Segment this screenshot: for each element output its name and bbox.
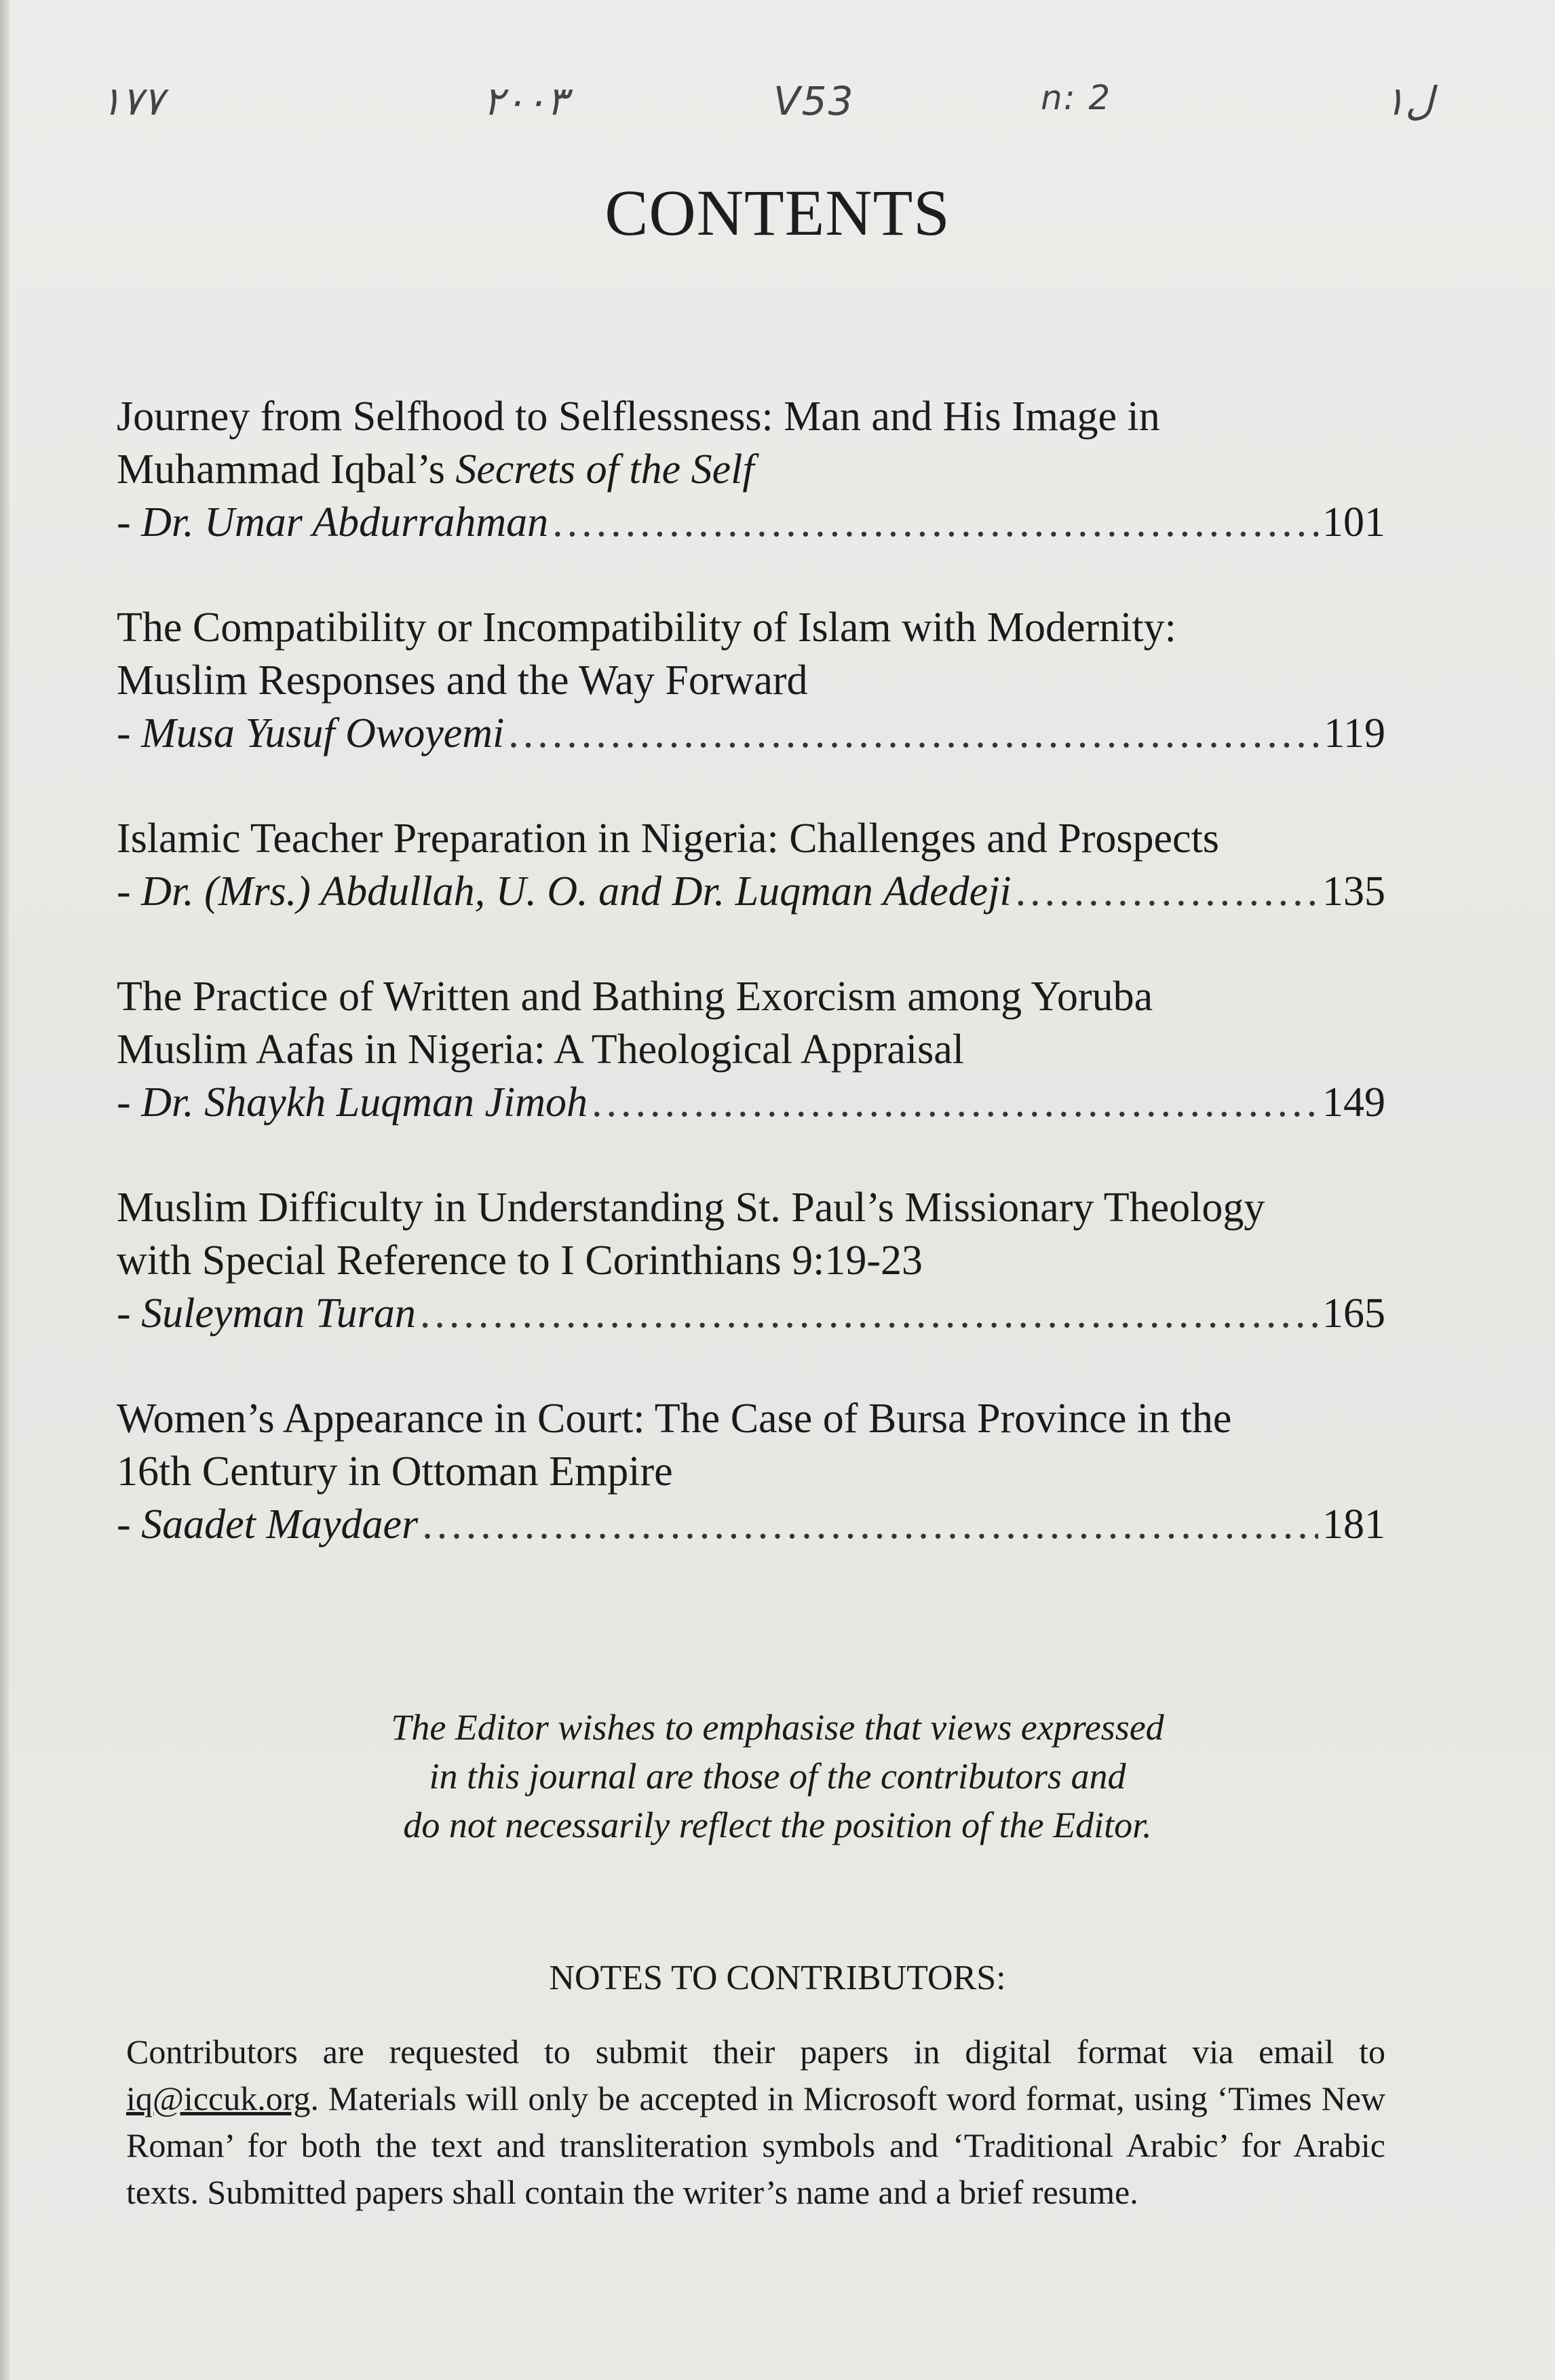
entry-title-line	[117, 443, 1385, 496]
entry-author: - Dr. Umar Abdurrahman	[117, 499, 549, 545]
toc-entry[interactable]	[117, 812, 1385, 918]
entry-page-number: 119	[1324, 710, 1385, 756]
notes-text: Contributors are requested to submit their papers in digital format via email to	[126, 2033, 1385, 2071]
handwritten-mark-1: ١٧٧	[100, 78, 164, 124]
disclaimer-line: The Editor wishes to emphasise that views expressed	[391, 1707, 1164, 1748]
entry-title-line: 16th Century in Ottoman Empire	[117, 1448, 673, 1495]
handwritten-mark-4: n: 2	[1041, 78, 1112, 117]
handwritten-mark-2: ٢٠٠٣	[483, 78, 568, 124]
dot-leader	[420, 1287, 1318, 1340]
entry-page-number: 149	[1322, 1079, 1385, 1126]
entry-author-line	[117, 1498, 1385, 1551]
entry-title-line: Women’s Appearance in Court: The Case of Bursa Province in the	[117, 1396, 1232, 1442]
toc-entry[interactable]	[117, 1181, 1385, 1340]
toc-entry[interactable]	[117, 1392, 1385, 1551]
handwritten-mark-5: ل١	[1384, 78, 1434, 124]
page-binding-edge	[0, 0, 9, 2380]
table-of-contents	[117, 390, 1385, 1603]
entry-author-line	[117, 496, 1385, 549]
entry-author-line	[117, 865, 1385, 918]
notes-heading: NOTES TO CONTRIBUTORS:	[549, 1959, 1006, 1997]
dot-leader	[1016, 865, 1318, 918]
toc-entry[interactable]	[117, 390, 1385, 549]
entry-author-line	[117, 1287, 1385, 1340]
editor-disclaimer	[0, 1703, 1555, 1849]
dot-leader	[508, 707, 1320, 760]
toc-entry[interactable]	[117, 970, 1385, 1129]
toc-entry[interactable]	[117, 601, 1385, 760]
dot-leader	[592, 1076, 1318, 1129]
entry-author: - Musa Yusuf Owoyemi	[117, 710, 505, 756]
entry-title-italic: Secrets of the Self	[455, 446, 754, 493]
entry-title-line: The Practice of Written and Bathing Exorcism among Yoruba	[117, 974, 1153, 1020]
entry-title-line: Journey from Selfhood to Selflessness: Man and His Image in	[117, 394, 1160, 440]
entry-author-line	[117, 707, 1385, 760]
entry-title-line: Islamic Teacher Preparation in Nigeria: Challenges and Prospects	[117, 815, 1219, 862]
entry-author: - Suleyman Turan	[117, 1290, 416, 1337]
disclaimer-line: do not necessarily reflect the position of the Editor.	[403, 1805, 1152, 1845]
entry-author: - Dr. (Mrs.) Abdullah, U. O. and Dr. Luqman Adedeji	[117, 868, 1012, 915]
handwritten-mark-3: V53	[773, 78, 855, 124]
dot-leader	[552, 496, 1318, 549]
notes-paragraph	[126, 2029, 1385, 2216]
entry-author-line	[117, 1076, 1385, 1129]
entry-page-number: 135	[1322, 868, 1385, 915]
page-title: CONTENTS	[604, 176, 951, 249]
entry-title-line: Muslim Responses and the Way Forward	[117, 657, 808, 704]
entry-author: - Dr. Shaykh Luqman Jimoh	[117, 1079, 588, 1126]
disclaimer-line: in this journal are those of the contributors and	[429, 1756, 1126, 1797]
entry-title-line: with Special Reference to I Corinthians 9:19-23	[117, 1237, 923, 1284]
entry-author: - Saadet Maydaer	[117, 1501, 419, 1548]
entry-title-line: Muslim Aafas in Nigeria: A Theological Appraisal	[117, 1026, 964, 1073]
entry-page-number: 101	[1322, 499, 1385, 545]
notes-text: . Materials will only be accepted in Microsoft word format, using ‘Times New Roman’ for both the text and transliteration symbols and ‘Traditional Arabic’ for Arabic texts. Submitted papers shall contain the writer’s name and a brief resume.	[126, 2079, 1385, 2211]
entry-page-number: 165	[1322, 1290, 1385, 1337]
entry-title-text: Muhammad Iqbal’s	[117, 446, 456, 493]
entry-page-number: 181	[1322, 1501, 1385, 1548]
contact-email-link[interactable]: iq@iccuk.org	[126, 2079, 311, 2117]
dot-leader	[422, 1498, 1318, 1551]
entry-title-line: Muslim Difficulty in Understanding St. Paul’s Missionary Theology	[117, 1185, 1265, 1231]
entry-title-line: The Compatibility or Incompatibility of Islam with Modernity:	[117, 604, 1176, 651]
